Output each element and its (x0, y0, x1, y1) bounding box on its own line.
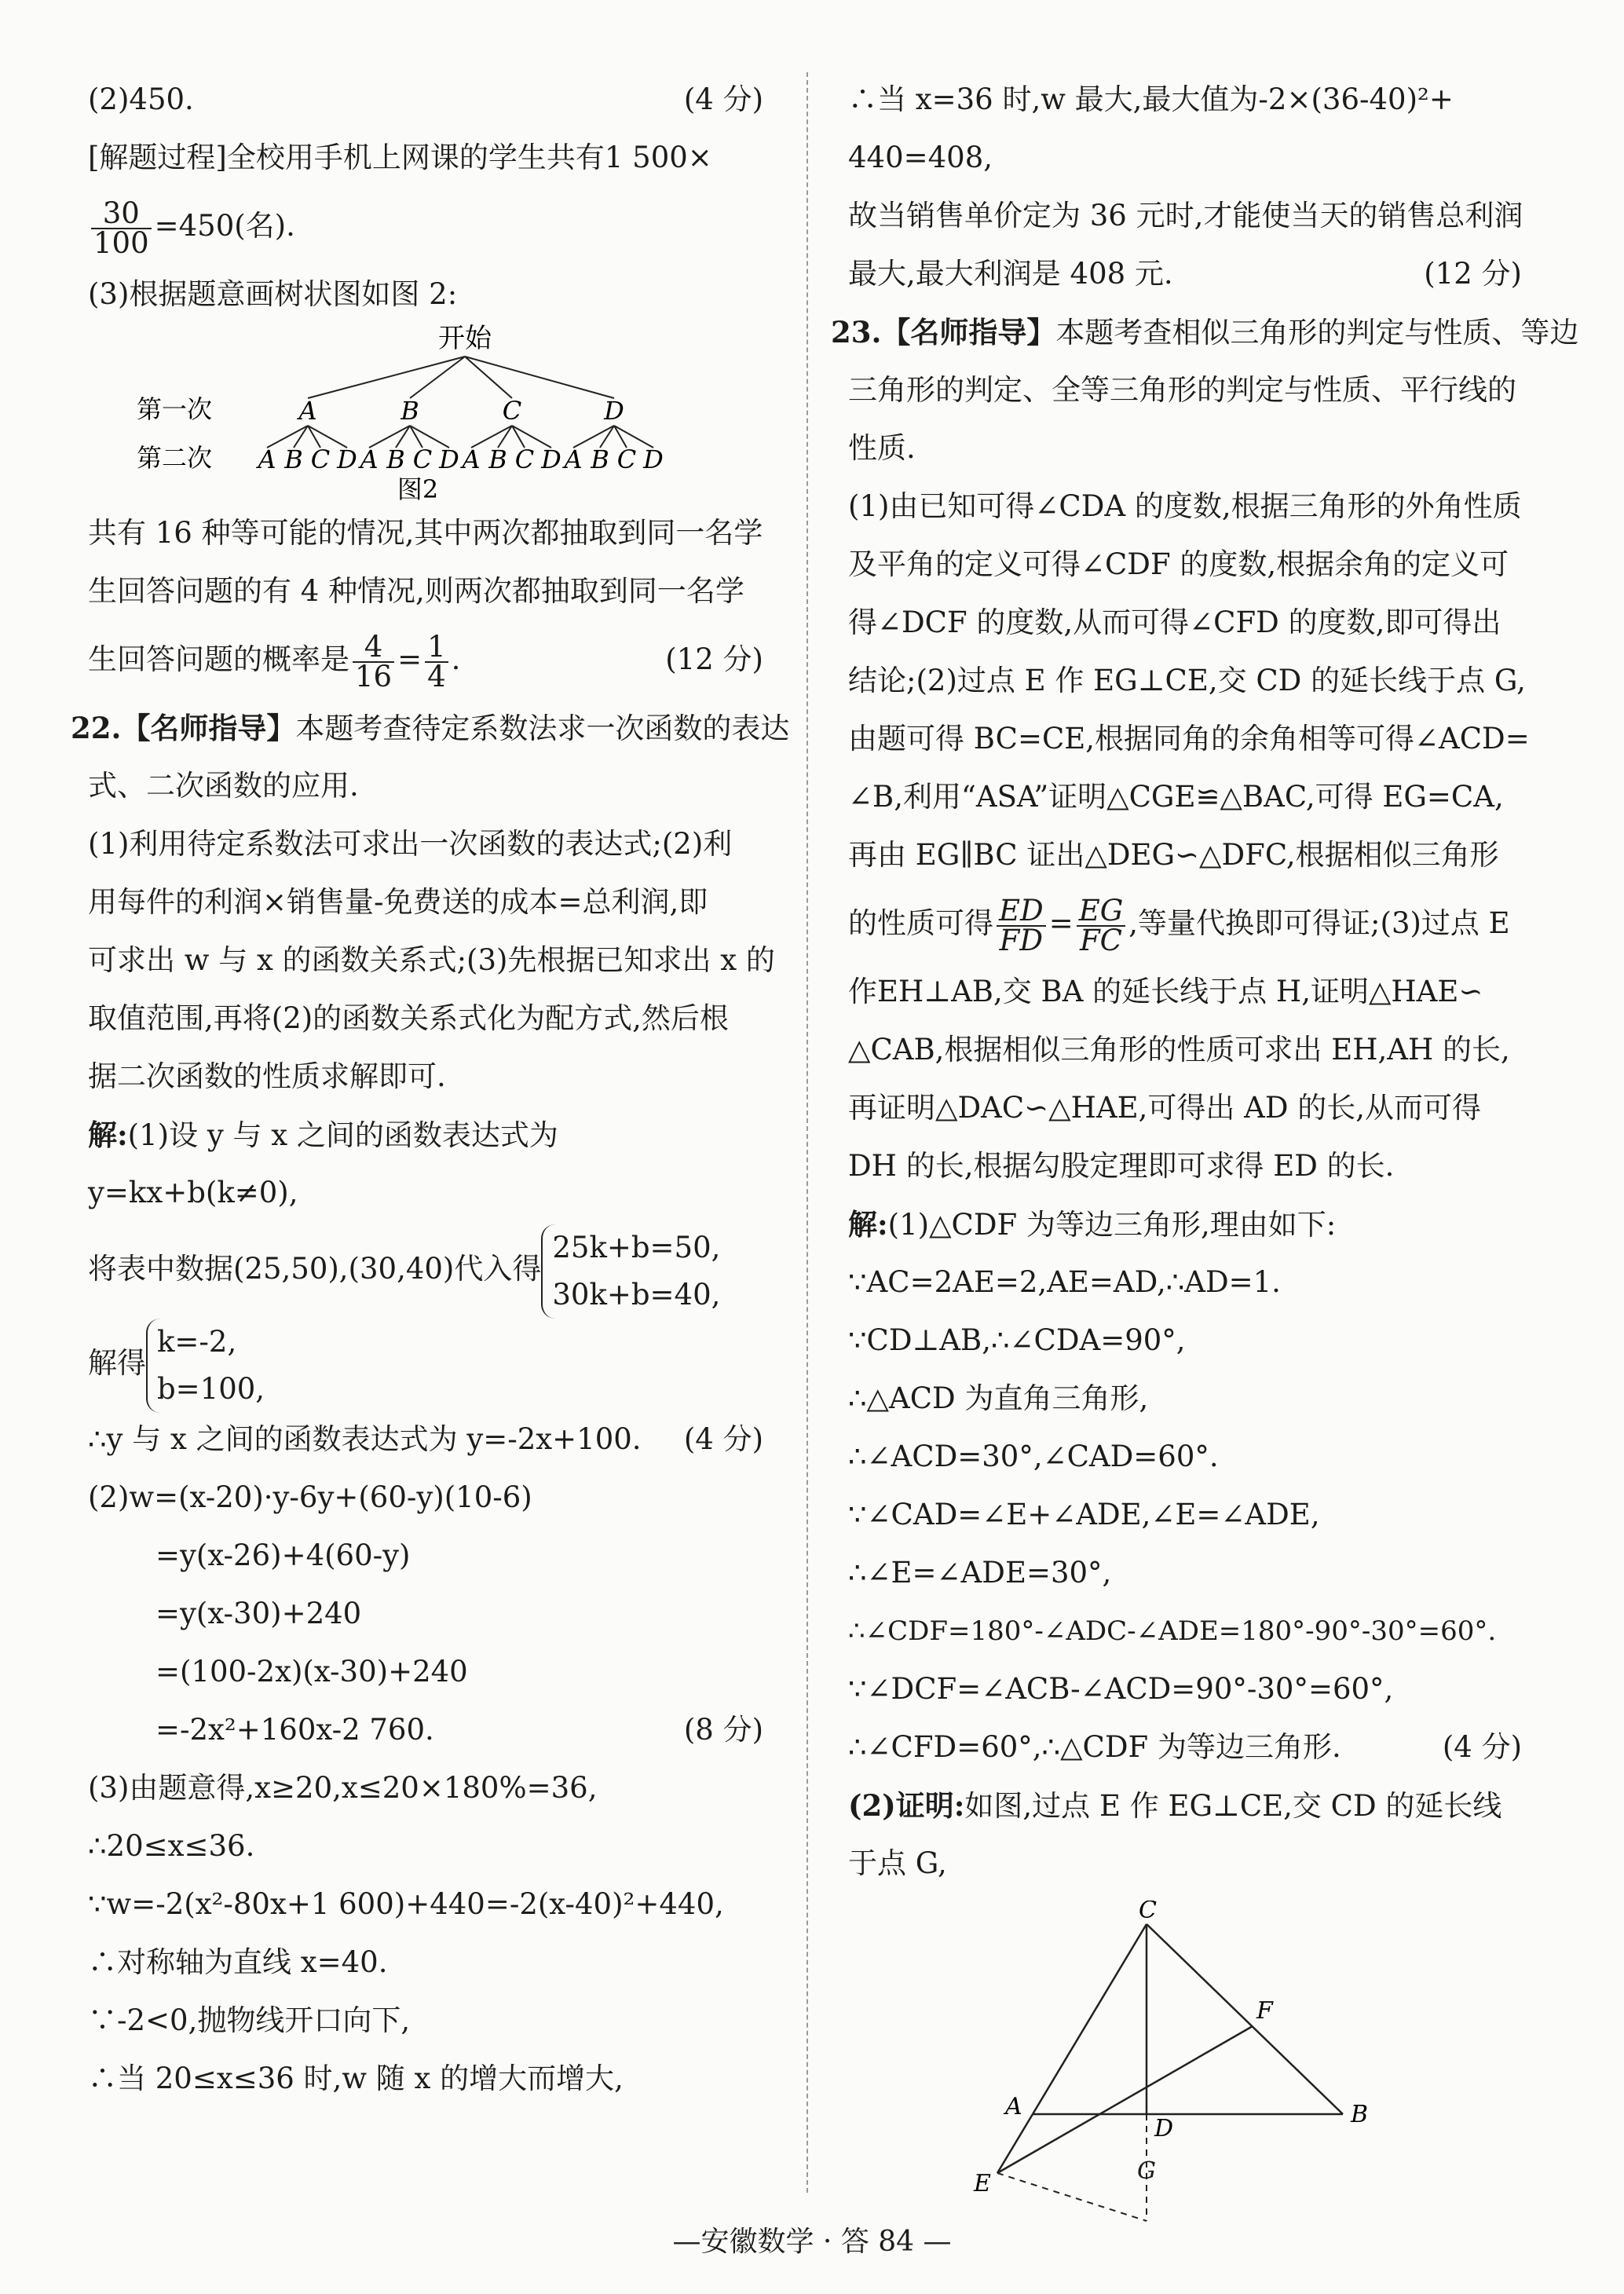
column-divider (807, 72, 808, 2193)
score: (4 分) (683, 82, 763, 116)
text-line: y=kx+b(k≠0), (88, 1176, 298, 1209)
score: (8 分) (683, 1713, 763, 1747)
solution-label: 解: (88, 1118, 128, 1152)
numerator: 4 (353, 633, 394, 663)
text-line (88, 187, 763, 265)
right-column (831, 71, 1579, 2230)
text: 如图,过点 E 作 EG⊥CE,交 CD 的延长线 (964, 1789, 1502, 1823)
text-line (88, 1410, 763, 1469)
text: . (451, 642, 461, 676)
tree-node-second-DA: A (564, 445, 583, 474)
text: ∴∠CFD=60°,∴△CDF 为等边三角形. (848, 1730, 1341, 1764)
text-line: 式、二次函数的应用. (88, 769, 359, 803)
text-line (88, 1701, 763, 1759)
tree-node-second-CC: C (514, 445, 535, 474)
text-line: (1)由已知可得∠CDA 的度数,根据三角形的外角性质 (848, 489, 1522, 523)
label-D: D (1154, 2115, 1174, 2142)
question-number: 22. (71, 711, 122, 745)
text-line: 再由 EG∥BC 证出△DEG∽△DFC,根据相似三角形 (848, 838, 1499, 872)
text-line: ∴△ACD 为直角三角形, (848, 1381, 1149, 1415)
fraction (997, 893, 1046, 957)
tree-node-second-AD: D (337, 445, 357, 474)
denominator: FC (1080, 923, 1122, 957)
text-line: 共有 16 种等可能的情况,其中两次都抽取到同一名学 (88, 516, 763, 550)
tree-node-first-D: D (604, 396, 624, 426)
numerator: EG (1077, 897, 1126, 927)
text-line: ∴当 x=36 时,w 最大,最大值为-2×(36-40)²+ (848, 82, 1454, 116)
text-line: =(100-2x)(x-30)+240 (155, 1655, 468, 1688)
text: ,等量代换即可得证;(3)过点 E (1128, 906, 1510, 940)
fraction (91, 196, 152, 260)
text-line: 性质. (848, 431, 916, 465)
text: 本题考查待定系数法求一次函数的表达 (295, 712, 790, 745)
denominator: 16 (355, 659, 393, 693)
text-line: ∵w=-2(x²-80x+1 600)+440=-2(x-40)²+440, (88, 1887, 724, 1921)
text-line: 用每件的利润×销售量-免费送的成本=总利润,即 (88, 885, 708, 919)
text-line: ∴∠E=∠ADE=30°, (848, 1556, 1112, 1590)
tree-node-first-B: B (401, 396, 419, 426)
score: (12 分) (1424, 257, 1522, 291)
segment-EF (997, 2026, 1253, 2173)
figure-caption: 图2 (397, 474, 439, 504)
text-line: (1)利用待定系数法可求出一次函数的表达式;(2)利 (88, 827, 733, 861)
tree-node-second-CD: D (541, 445, 561, 474)
question-22-header (71, 699, 790, 757)
tree-node-second-DB: B (591, 445, 609, 474)
text: 最大,最大利润是 408 元. (848, 257, 1173, 291)
equation: 25k+b=50, (552, 1230, 721, 1264)
score: (4 分) (1442, 1730, 1522, 1764)
text-line: 于点 G, (848, 1846, 947, 1880)
text: 的性质可得 (848, 906, 993, 940)
guide-tag: 【名师指导】 (121, 711, 296, 745)
guide-tag: 【名师指导】 (881, 315, 1056, 349)
text: ∴y 与 x 之间的函数表达式为 y=-2x+100. (88, 1422, 642, 1456)
tree-node-second-BA: A (360, 445, 379, 474)
text-line: (2)w=(x-20)·y-6y+(60-y)(10-6) (88, 1480, 532, 1514)
text-line: 得∠DCF 的度数,从而可得∠CFD 的度数,即可得出 (848, 606, 1501, 639)
text-line: ∵CD⊥AB,∴∠CDA=90°, (848, 1323, 1186, 1357)
tree-node-second-CB: B (488, 445, 507, 474)
row-label-second: 第二次 (136, 443, 213, 473)
text-line: ∴∠CDF=180°-∠ADC-∠ADE=180°-90°-30°=60°. (848, 1615, 1497, 1647)
score: (4 分) (683, 1422, 763, 1456)
question-23-header (831, 303, 1579, 361)
geometry-figure (848, 1901, 1522, 2230)
text-line: ∴20≤x≤36. (88, 1829, 255, 1863)
text-line: =y(x-26)+4(60-y) (155, 1538, 411, 1572)
fraction (353, 629, 394, 693)
text-line (848, 1195, 1522, 1253)
text-line: 可求出 w 与 x 的函数关系式;(3)先根据已知求出 x 的 (88, 943, 775, 977)
text-line: ∴当 20≤x≤36 时,w 随 x 的增大而增大, (88, 2062, 624, 2095)
segment-AE (997, 2114, 1033, 2173)
proof-label: (2)证明: (848, 1788, 965, 1823)
text-line: ∵∠CAD=∠E+∠ADE,∠E=∠ADE, (848, 1498, 1320, 1531)
text: =450(名). (154, 209, 295, 243)
equation-system (541, 1224, 720, 1319)
equation: k=-2, (157, 1324, 237, 1359)
segment-EG (997, 2173, 1147, 2221)
tree-node-second-AA: A (258, 445, 276, 474)
text: (1)△CDF 为等边三角形,理由如下: (887, 1208, 1337, 1242)
text: 本题考查相似三角形的判定与性质、等边 (1055, 316, 1579, 349)
numerator: 30 (91, 199, 152, 229)
tree-root: 开始 (438, 324, 492, 354)
equation: b=100, (157, 1371, 265, 1406)
equation-system-line (88, 1222, 763, 1316)
text-line: ∵AC=2AE=2,AE=AD,∴AD=1. (848, 1265, 1281, 1299)
text-line: 故当销售单价定为 36 元时,才能使当天的销售总利润 (848, 199, 1523, 232)
tree-node-second-CA: A (462, 445, 481, 474)
text-line (88, 1106, 763, 1164)
fraction (1077, 893, 1126, 957)
text-line: 取值范围,再将(2)的函数关系式化为配方式,然后根 (88, 1001, 729, 1035)
text-line: (3)根据题意画树状图如图 2: (88, 277, 458, 311)
tree-diagram (88, 324, 763, 504)
label-B: B (1351, 2101, 1369, 2128)
equation: 30k+b=40, (552, 1277, 721, 1312)
text-line: =y(x-30)+240 (155, 1597, 362, 1630)
text-line (848, 1776, 1522, 1835)
text: 生回答问题的概率是 (88, 642, 349, 676)
text-line: 由题可得 BC=CE,根据同角的余角相等可得∠ACD= (848, 722, 1530, 756)
text: =-2x²+160x-2 760. (155, 1713, 434, 1747)
tree-node-second-BB: B (386, 445, 405, 474)
label-A: A (1005, 2093, 1022, 2120)
label-F: F (1256, 1997, 1273, 2025)
text-line: 及平角的定义可得∠CDF 的度数,根据余角的定义可 (848, 547, 1509, 581)
denominator: 100 (93, 225, 149, 260)
text-line: 440=408, (848, 141, 993, 174)
text: 解得 (88, 1346, 146, 1380)
tree-node-first-A: A (298, 396, 317, 426)
text-line: ∵-2<0,抛物线开口向下, (88, 2003, 411, 2037)
text-line: ∴对称轴为直线 x=40. (88, 1945, 388, 1979)
label-E: E (974, 2170, 991, 2197)
solution-label: 解: (848, 1207, 888, 1242)
row-label-first: 第一次 (136, 394, 213, 424)
left-column (71, 71, 790, 2108)
answer-line (88, 71, 763, 129)
text-line: 据二次函数的性质求解即可. (88, 1059, 446, 1093)
tree-node-first-C: C (502, 396, 522, 426)
tree-node-second-AB: B (284, 445, 303, 474)
text-line: 结论;(2)过点 E 作 EG⊥CE,交 CD 的延长线于点 G, (848, 664, 1526, 697)
text-line: ∠B,利用“ASA”证明△CGE≌△BAC,可得 EG=CA, (848, 780, 1504, 814)
text-line: [解题过程]全校用手机上网课的学生共有1 500× (88, 141, 712, 174)
tree-node-second-DD: D (643, 445, 664, 474)
denominator: 4 (427, 659, 446, 693)
text-line: 三角形的判定、全等三角形的判定与性质、平行线的 (848, 373, 1516, 407)
equals: = (397, 642, 422, 676)
page-footer: —安徽数学 · 答 84 — (672, 2226, 952, 2258)
fraction (425, 629, 448, 693)
text-line (88, 620, 763, 699)
text-line: (3)由题意得,x≥20,x≤20×180%=36, (88, 1771, 598, 1805)
label-C: C (1139, 1901, 1157, 1924)
segment-CB (1147, 1924, 1343, 2114)
equation-system-line (88, 1316, 763, 1410)
text-line (848, 884, 1522, 963)
text-line: 作EH⊥AB,交 BA 的延长线于点 H,证明△HAE∽ (848, 975, 1483, 1008)
tree-node-second-DC: C (616, 445, 637, 474)
tree-node-second-BD: D (439, 445, 459, 474)
text-line: 再证明△DAC∽△HAE,可得出 AD 的长,从而可得 (848, 1091, 1482, 1125)
text-line: 生回答问题的有 4 种情况,则两次都抽取到同一名学 (88, 574, 744, 608)
text-line: ∵∠DCF=∠ACB-∠ACD=90°-30°=60°, (848, 1672, 1394, 1706)
text-line (848, 245, 1522, 303)
question-number: 23. (831, 315, 882, 349)
segment-CA (1033, 1924, 1147, 2114)
denominator: FD (999, 923, 1044, 957)
label-G-text: G (1137, 2157, 1156, 2185)
text-line (848, 1718, 1522, 1776)
tree-lines-level1 (308, 357, 614, 398)
numerator: ED (997, 897, 1046, 927)
tree-node-second-AC: C (310, 445, 331, 474)
numerator: 1 (425, 633, 448, 663)
text-line: DH 的长,根据勾股定理即可求得 ED 的长. (848, 1149, 1395, 1183)
answer-text: (2)450. (88, 82, 194, 116)
score: (12 分) (665, 642, 763, 676)
text-line: △CAB,根据相似三角形的性质可求出 EH,AH 的长, (848, 1033, 1510, 1067)
text-line: ∴∠ACD=30°,∠CAD=60°. (848, 1440, 1219, 1473)
tree-node-second-BC: C (412, 445, 433, 474)
text: (1)设 y 与 x 之间的函数表达式为 (127, 1118, 558, 1152)
equals: = (1048, 906, 1074, 940)
text: 将表中数据(25,50),(30,40)代入得 (88, 1252, 542, 1286)
equation-system (146, 1319, 265, 1413)
